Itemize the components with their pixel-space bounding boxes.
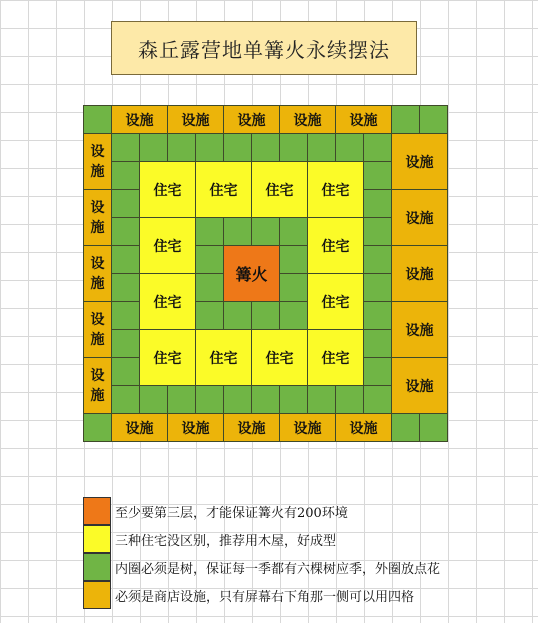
tree-tile <box>195 301 224 330</box>
tree-tile <box>223 217 252 246</box>
tree-tile <box>83 413 112 442</box>
tree-tile <box>111 357 140 386</box>
tree-tile <box>279 245 308 274</box>
facility-right: 设施 <box>391 301 448 358</box>
facility-top: 设施 <box>223 105 280 134</box>
tree-tile <box>111 217 140 246</box>
house: 住宅 <box>139 161 196 218</box>
facility-left: 设 施 <box>83 245 112 302</box>
tree-tile <box>111 329 140 358</box>
facility-bottom: 设施 <box>335 413 392 442</box>
facility-bottom: 设施 <box>167 413 224 442</box>
tree-tile <box>111 385 140 414</box>
tree-tile <box>279 273 308 302</box>
campfire: 篝火 <box>223 245 280 302</box>
tree-tile <box>363 329 392 358</box>
house: 住宅 <box>251 161 308 218</box>
tree-tile <box>167 385 196 414</box>
tree-tile <box>391 105 420 134</box>
facility-left: 设 施 <box>83 133 112 190</box>
tree-tile <box>363 273 392 302</box>
legend-text-facility: 必须是商店设施，只有屏幕右下角那一侧可以用四格 <box>115 589 415 605</box>
tree-tile <box>363 133 392 162</box>
tree-tile <box>419 105 448 134</box>
tree-tile <box>111 245 140 274</box>
tree-tile <box>195 217 224 246</box>
tree-tile <box>363 357 392 386</box>
facility-bottom: 设施 <box>279 413 336 442</box>
tree-tile <box>195 133 224 162</box>
facility-left: 设 施 <box>83 189 112 246</box>
legend-text-tree: 内圈必须是树，保证每一季都有六棵树应季，外圈放点花 <box>115 561 441 577</box>
tree-tile <box>195 273 224 302</box>
facility-right: 设施 <box>391 133 448 190</box>
tree-tile <box>251 217 280 246</box>
facility-top: 设施 <box>167 105 224 134</box>
tree-tile <box>363 301 392 330</box>
facility-right: 设施 <box>391 357 448 414</box>
house: 住宅 <box>307 329 364 386</box>
facility-top: 设施 <box>279 105 336 134</box>
tree-tile <box>111 161 140 190</box>
tree-tile <box>335 385 364 414</box>
tree-tile <box>139 385 168 414</box>
legend-text-house: 三种住宅没区别，推荐用木屋，好成型 <box>115 533 337 549</box>
house: 住宅 <box>139 329 196 386</box>
tree-tile <box>279 133 308 162</box>
tree-tile <box>195 385 224 414</box>
tree-tile <box>363 385 392 414</box>
facility-right: 设施 <box>391 189 448 246</box>
tree-tile <box>279 217 308 246</box>
legend-text-campfire: 至少要第三层，才能保证篝火有200环境 <box>115 505 348 521</box>
tree-tile <box>335 133 364 162</box>
diagram-title: 森丘露营地单篝火永续摆法 <box>111 21 417 75</box>
tree-tile <box>419 413 448 442</box>
tree-tile <box>223 133 252 162</box>
tree-tile <box>251 385 280 414</box>
tree-tile <box>307 385 336 414</box>
house: 住宅 <box>195 329 252 386</box>
tree-tile <box>363 245 392 274</box>
campsite-layout-grid <box>83 105 447 441</box>
tree-tile <box>391 413 420 442</box>
house: 住宅 <box>195 161 252 218</box>
tree-tile <box>83 105 112 134</box>
facility-left: 设 施 <box>83 357 112 414</box>
tree-tile <box>111 273 140 302</box>
tree-tile <box>251 133 280 162</box>
facility-right: 设施 <box>391 245 448 302</box>
tree-tile <box>307 133 336 162</box>
tree-tile <box>223 385 252 414</box>
tree-tile <box>139 133 168 162</box>
house: 住宅 <box>139 273 196 330</box>
tree-tile <box>111 301 140 330</box>
legend-swatch-campfire <box>83 497 111 525</box>
tree-tile <box>279 385 308 414</box>
legend-swatch-facility <box>83 581 111 609</box>
legend-item-tree <box>83 553 447 581</box>
tree-tile <box>111 133 140 162</box>
tree-tile <box>251 301 280 330</box>
legend-swatch-tree <box>83 553 111 581</box>
house: 住宅 <box>139 217 196 274</box>
legend-swatch-house <box>83 525 111 553</box>
facility-bottom: 设施 <box>223 413 280 442</box>
legend <box>83 497 447 609</box>
facility-bottom: 设施 <box>111 413 168 442</box>
house: 住宅 <box>251 329 308 386</box>
house: 住宅 <box>307 273 364 330</box>
tree-tile <box>363 217 392 246</box>
facility-top: 设施 <box>335 105 392 134</box>
facility-top: 设施 <box>111 105 168 134</box>
tree-tile <box>195 245 224 274</box>
tree-tile <box>223 301 252 330</box>
tree-tile <box>279 301 308 330</box>
tree-tile <box>111 189 140 218</box>
legend-item-house <box>83 525 447 553</box>
facility-left: 设 施 <box>83 301 112 358</box>
house: 住宅 <box>307 217 364 274</box>
tree-tile <box>363 161 392 190</box>
legend-item-campfire <box>83 497 447 525</box>
tree-tile <box>167 133 196 162</box>
house: 住宅 <box>307 161 364 218</box>
legend-item-facility <box>83 581 447 609</box>
tree-tile <box>363 189 392 218</box>
